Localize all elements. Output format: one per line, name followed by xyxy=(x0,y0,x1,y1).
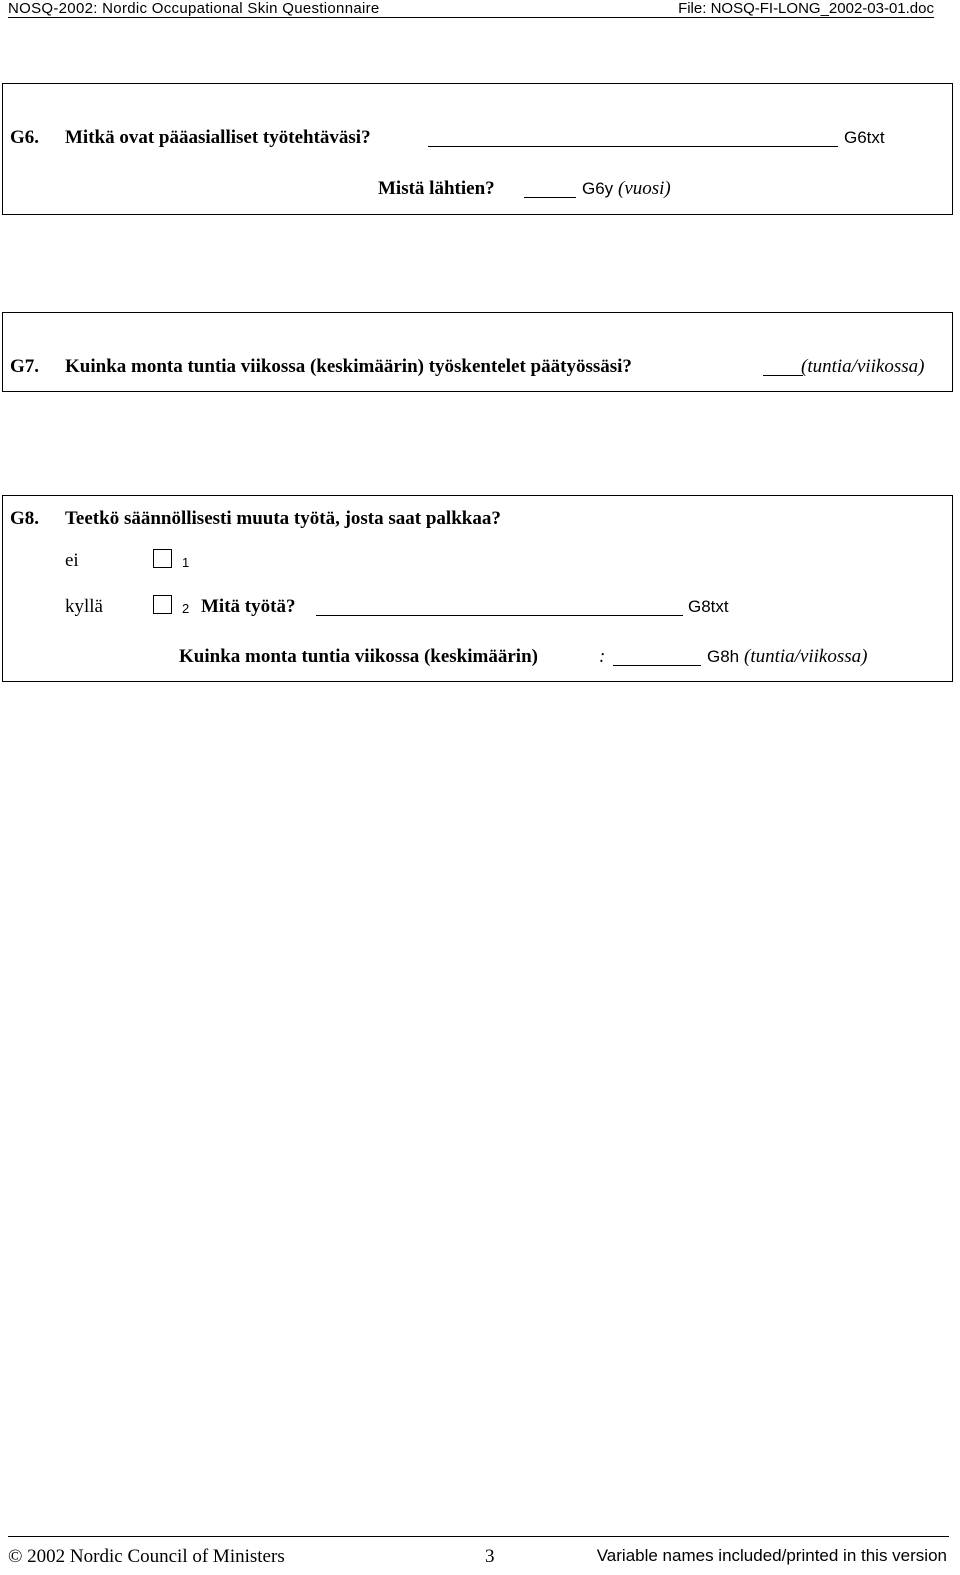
g6-since-variable: G6y xyxy=(582,179,614,198)
question-g8-box xyxy=(2,495,953,682)
g8-option-no-checkbox[interactable] xyxy=(153,549,172,568)
question-g7-number: G7. xyxy=(10,356,40,377)
question-g8-number: G8. xyxy=(10,508,40,529)
header-filename: File: NOSQ-FI-LONG_2002-03-01.doc xyxy=(678,0,934,17)
question-g6-text: Mitkä ovat pääasialliset työtehtäväsi? xyxy=(65,127,371,148)
g8-option-yes-label: kyllä xyxy=(65,596,103,617)
question-g6-number: G6. xyxy=(10,127,40,148)
header-title: NOSQ-2002: Nordic Occupational Skin Questionnaire xyxy=(8,0,380,17)
g8-option-no-code: 1 xyxy=(182,555,190,570)
question-g8-text: Teetkö säännöllisesti muuta työtä, josta saat palkkaa? xyxy=(65,508,501,529)
g8-hours-line[interactable] xyxy=(613,665,701,666)
question-g7-box xyxy=(2,312,953,392)
g8-hours-colon: : xyxy=(599,646,606,667)
g6-variable-name: G6txt xyxy=(844,128,885,147)
g6-since-line[interactable] xyxy=(524,197,576,198)
g7-unit: (tuntia/viikossa) xyxy=(801,356,925,377)
g7-answer-line[interactable] xyxy=(763,375,803,376)
g8-what-label: Mitä työtä? xyxy=(201,596,296,617)
page-footer xyxy=(8,1536,949,1567)
g6-answer-line[interactable] xyxy=(428,146,838,147)
g8-option-yes-code: 2 xyxy=(182,601,190,616)
g8-hours-unit: (tuntia/viikossa) xyxy=(744,646,868,667)
g8-hours-variable: G8h xyxy=(707,647,740,666)
g8-option-no-label: ei xyxy=(65,550,79,571)
footer-page-number: 3 xyxy=(485,1546,495,1567)
g8-hours-label: Kuinka monta tuntia viikossa (keskimäärin) xyxy=(179,646,538,667)
g6-since-label: Mistä lähtien? xyxy=(378,178,495,199)
g8-option-yes-checkbox[interactable] xyxy=(153,595,172,614)
footer-copyright: © 2002 Nordic Council of Ministers xyxy=(8,1546,285,1567)
g8-what-line[interactable] xyxy=(316,615,683,616)
g6-since-unit: (vuosi) xyxy=(618,178,671,199)
footer-note: Variable names included/printed in this version xyxy=(596,1546,947,1565)
question-g6-box xyxy=(2,83,953,215)
page-header xyxy=(8,0,934,18)
g8-what-variable: G8txt xyxy=(688,597,729,616)
question-g7-text: Kuinka monta tuntia viikossa (keskimäärin) työskentelet päätyössäsi? xyxy=(65,356,632,377)
